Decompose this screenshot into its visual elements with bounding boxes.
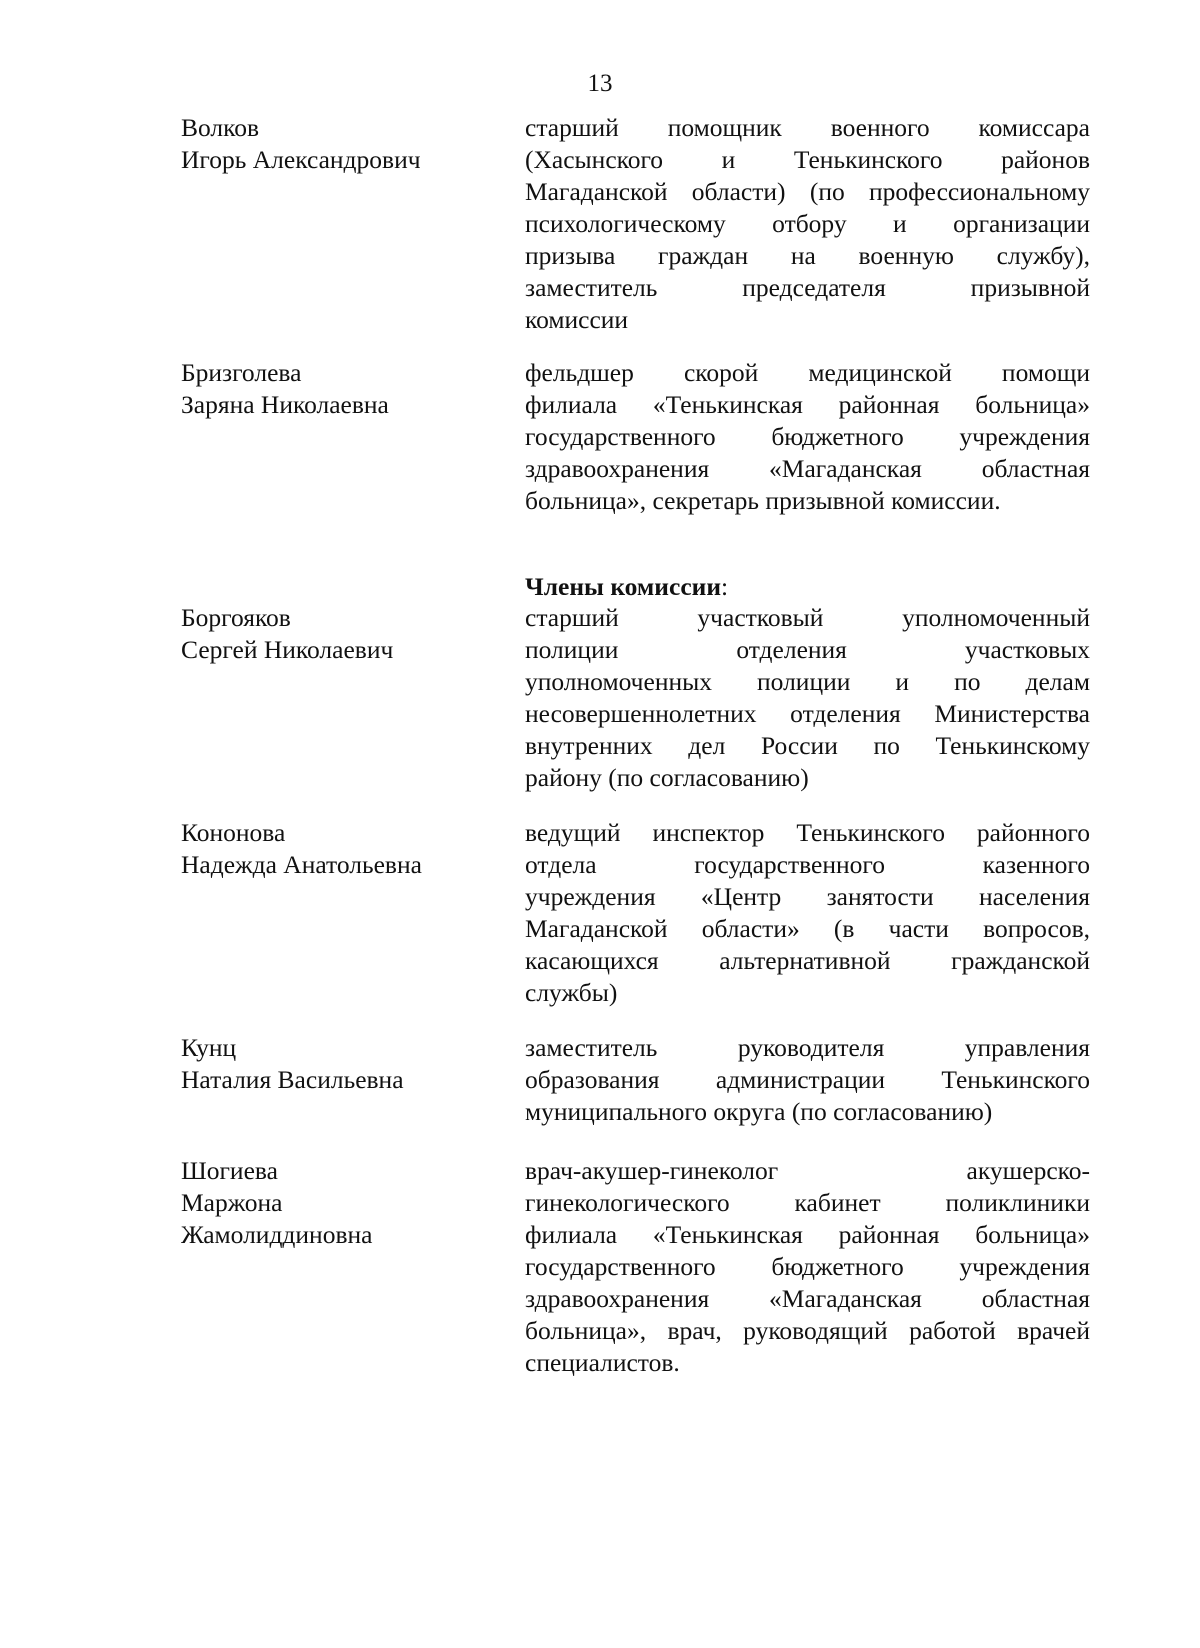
member-given-names: Заряна Николаевна [181,390,389,419]
role-line: специалистов. [525,1348,680,1377]
role-line: заместитель председателя призывной [525,273,1090,302]
role-line: несовершеннолетних отделения Министерства [525,699,1090,728]
role-line: учреждения «Центр занятости населения [525,882,1090,911]
role-line: касающихся альтернативной гражданской [525,946,1090,975]
role-line: больница», секретарь призывной комиссии. [525,486,1001,515]
role-line: заместитель руководителя управления [525,1033,1090,1062]
role-line: комиссии [525,305,629,334]
role-line: (Хасынского и Тенькинского районов [525,145,1090,174]
role-line: внутренних дел России по Тенькинскому [525,731,1090,760]
member-role [525,817,1090,1009]
member-surname: Волков [181,113,260,142]
member-given-names: Игорь Александрович [181,145,421,174]
member-name [181,1155,501,1251]
member-role [525,112,1090,336]
member-name [181,1032,501,1096]
role-line: образования администрации Тенькинского [525,1065,1090,1094]
role-line: больница», врач, руководящий работой врачей [525,1316,1090,1345]
member-role [525,357,1090,517]
member-name [181,112,501,176]
role-line: призыва граждан на военную службу), [525,241,1090,270]
member-name [181,357,501,421]
role-line: филиала «Тенькинская районная больница» [525,390,1090,419]
role-line: старший помощник военного комиссара [525,113,1090,142]
role-line: фельдшер скорой медицинской помощи [525,358,1090,387]
role-line: уполномоченных полиции и по делам [525,667,1090,696]
section-heading-members [525,571,728,603]
role-line: здравоохранения «Магаданская областная [525,1284,1090,1313]
role-line: полиции отделения участковых [525,635,1090,664]
role-line: государственного бюджетного учреждения [525,422,1090,451]
role-line: отдела государственного казенного [525,850,1090,879]
member-surname: Боргояков [181,603,291,632]
member-role [525,602,1090,794]
role-line: старший участковый уполномоченный [525,603,1090,632]
role-line: ведущий инспектор Тенькинского районного [525,818,1090,847]
role-line: государственного бюджетного учреждения [525,1252,1090,1281]
role-line: Магаданской области) (по профессиональному [525,177,1090,206]
role-line: врач-акушер-гинеколог акушерско- [525,1156,1090,1185]
member-given-names: Надежда Анатольевна [181,850,422,879]
member-name [181,817,501,881]
member-name [181,602,501,666]
role-line: службы) [525,978,618,1007]
member-given-name: Маржона [181,1188,283,1217]
member-surname: Кононова [181,818,286,847]
member-surname: Кунц [181,1033,237,1062]
role-line: гинекологического кабинет поликлиники [525,1188,1090,1217]
member-given-names: Сергей Николаевич [181,635,394,664]
member-role [525,1032,1090,1128]
role-line: Магаданской области» (в части вопросов, [525,914,1090,943]
page-number: 13 [587,70,613,97]
role-line: здравоохранения «Магаданская областная [525,454,1090,483]
member-surname: Бризголева [181,358,302,387]
role-line: муниципального округа (по согласованию) [525,1097,993,1126]
role-line: району (по согласованию) [525,763,809,792]
role-line: филиала «Тенькинская районная больница» [525,1220,1090,1249]
member-patronymic: Жамолиддиновна [181,1220,373,1249]
section-heading-colon: : [721,572,729,601]
section-heading-text: Члены комиссии [525,572,722,601]
role-line: психологическому отбору и организации [525,209,1090,238]
member-role [525,1155,1090,1379]
member-surname: Шогиева [181,1156,278,1185]
member-given-names: Наталия Васильевна [181,1065,404,1094]
